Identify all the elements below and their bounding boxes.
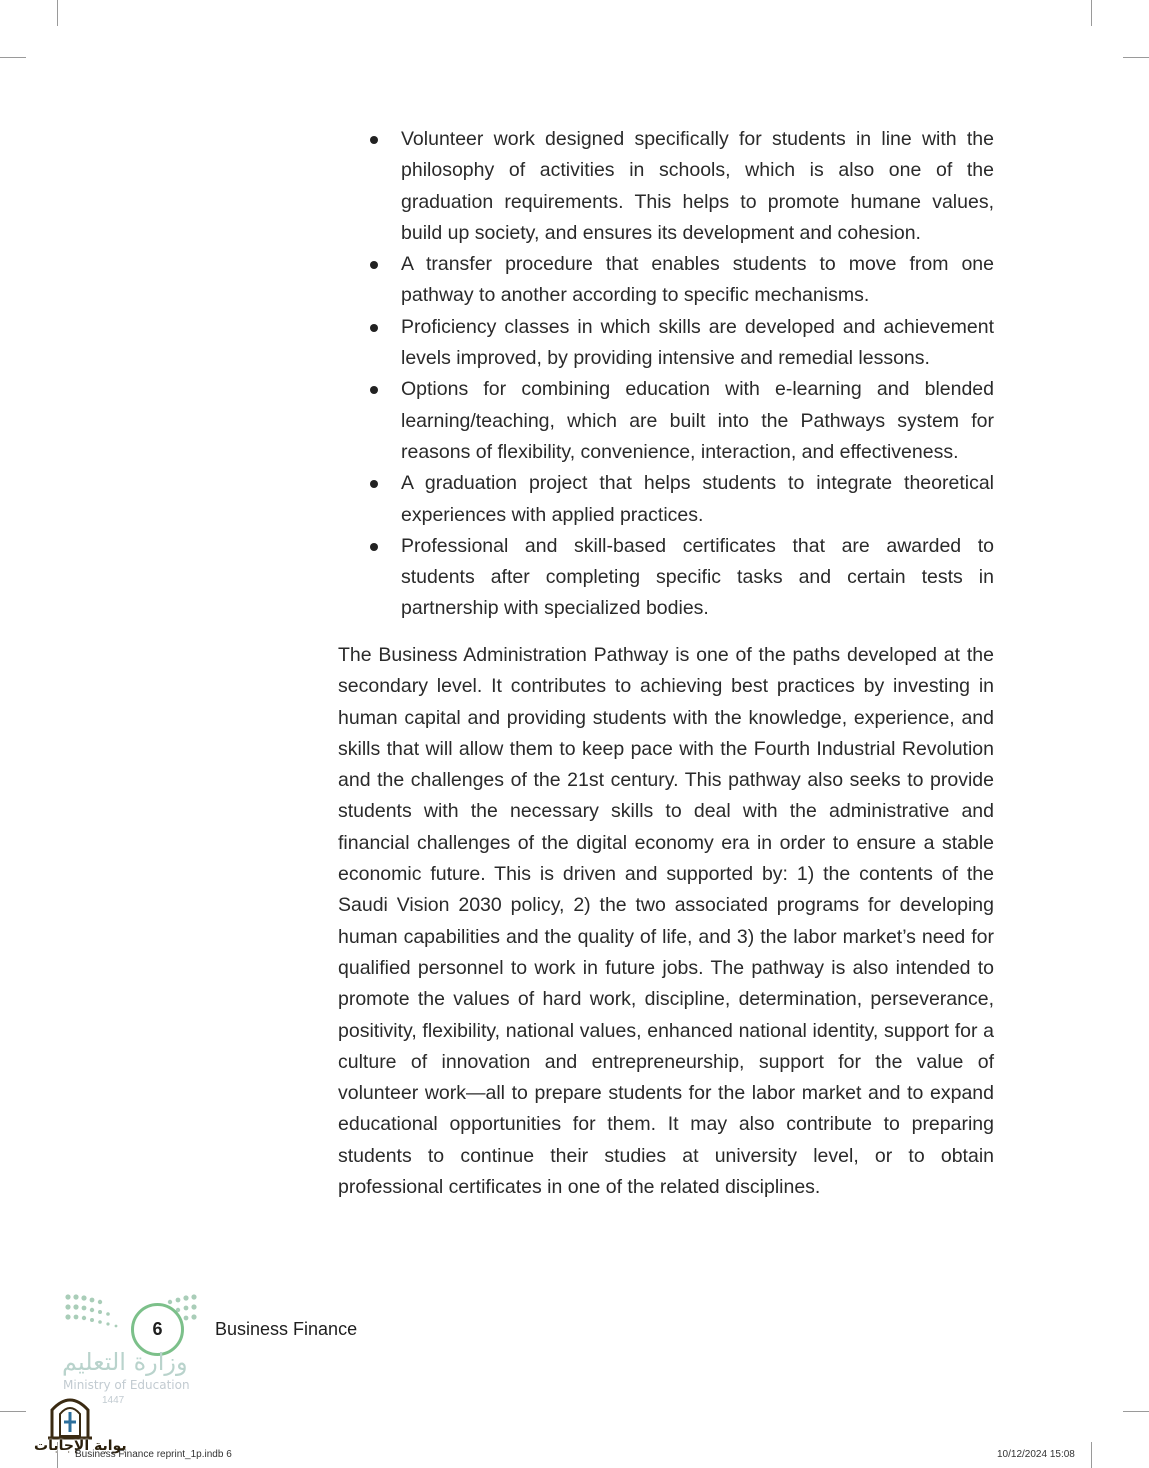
crop-mark (1123, 57, 1149, 58)
ministry-arabic-name: وزارة التعليم (62, 1348, 188, 1376)
bullet-text: Professional and skill-based certificates that are awarded to students after completing specific tasks and certain tests in partnership with specialized bodies. (401, 534, 994, 620)
crop-mark (57, 0, 58, 26)
bullet-item (370, 531, 994, 625)
bullet-item (370, 374, 994, 468)
bullet-item (370, 124, 994, 249)
bullet-dot-icon (370, 136, 378, 144)
ministry-english-name: Ministry of Education (63, 1378, 190, 1392)
bullet-dot-icon (370, 480, 378, 488)
page-number: 6 (131, 1303, 184, 1356)
print-slug-date: 10/12/2024 15:08 (997, 1449, 1075, 1460)
bullet-item (370, 312, 994, 375)
crop-mark (1091, 0, 1092, 26)
body-paragraph: The Business Administration Pathway is one of the paths developed at the secondary level. It contributes to achieving best practices by investing in human capital and providing students with the knowledge, experience, and skills that will allow them to keep pace with the Fourth Industrial Revolution and the challenges of the 21st century. This pathway also seeks to provide students with the necessary skills to deal with the administrative and financial challenges of the digital economy era in order to ensure a stable economic future. This is driven and supported by: 1) the contents of the Saudi Vision 2030 policy, 2) the two associated programs for developing human capabilities and the quality of life, and 3) the labor market’s need for qualified personnel to work in future jobs. The pathway is also intended to promote the values of hard work, discipline, determination, perseverance, positivity, flexibility, national values, enhanced national identity, support for a culture of innovation and entrepreneurship, support for the value of volunteer work—all to prepare students for the labor market and to expand educational opportunities for them. It may also contribute to preparing students to continue their studies at university level, or to obtain professional certificates in one of the related disciplines. (338, 644, 994, 1199)
bullet-text: Proficiency classes in which skills are developed and achievement levels improved, by providing intensive and remedial lessons. (401, 315, 994, 370)
bullet-text: A transfer procedure that enables students to move from one pathway to another according to specific mechanisms. (401, 253, 994, 307)
bullet-dot-icon (370, 386, 378, 394)
crop-mark (1091, 1442, 1092, 1468)
bullet-text: A graduation project that helps students to integrate theoretical experiences with applied practices. (401, 472, 994, 526)
crop-mark (0, 57, 26, 58)
bullet-dot-icon (370, 261, 378, 269)
book-title: Business Finance (215, 1319, 358, 1339)
watermark-text: بوابة الإجابات (34, 1438, 127, 1454)
bullet-text: Options for combining education with e-learning and blended learning/teaching, which are built into the Pathways system for reasons of flexibility, convenience, interaction, and effectiveness. (401, 378, 994, 463)
crop-mark (1123, 1411, 1149, 1412)
bullet-item (370, 249, 994, 312)
bullet-list (370, 124, 994, 625)
bullet-item (370, 468, 994, 531)
bullet-text: Volunteer work designed specifically for students in line with the philosophy of activities in schools, which is also one of the graduation requirements. This helps to promote humane values, build up society, and ensures its development and cohesion. (401, 128, 994, 244)
bullet-dot-icon (370, 543, 378, 551)
print-slug-file: Business Finance reprint_1p.indb 6 (75, 1449, 232, 1460)
bullet-dot-icon (370, 324, 378, 332)
edition-year: 1447 (102, 1395, 125, 1406)
crop-mark (0, 1411, 26, 1412)
